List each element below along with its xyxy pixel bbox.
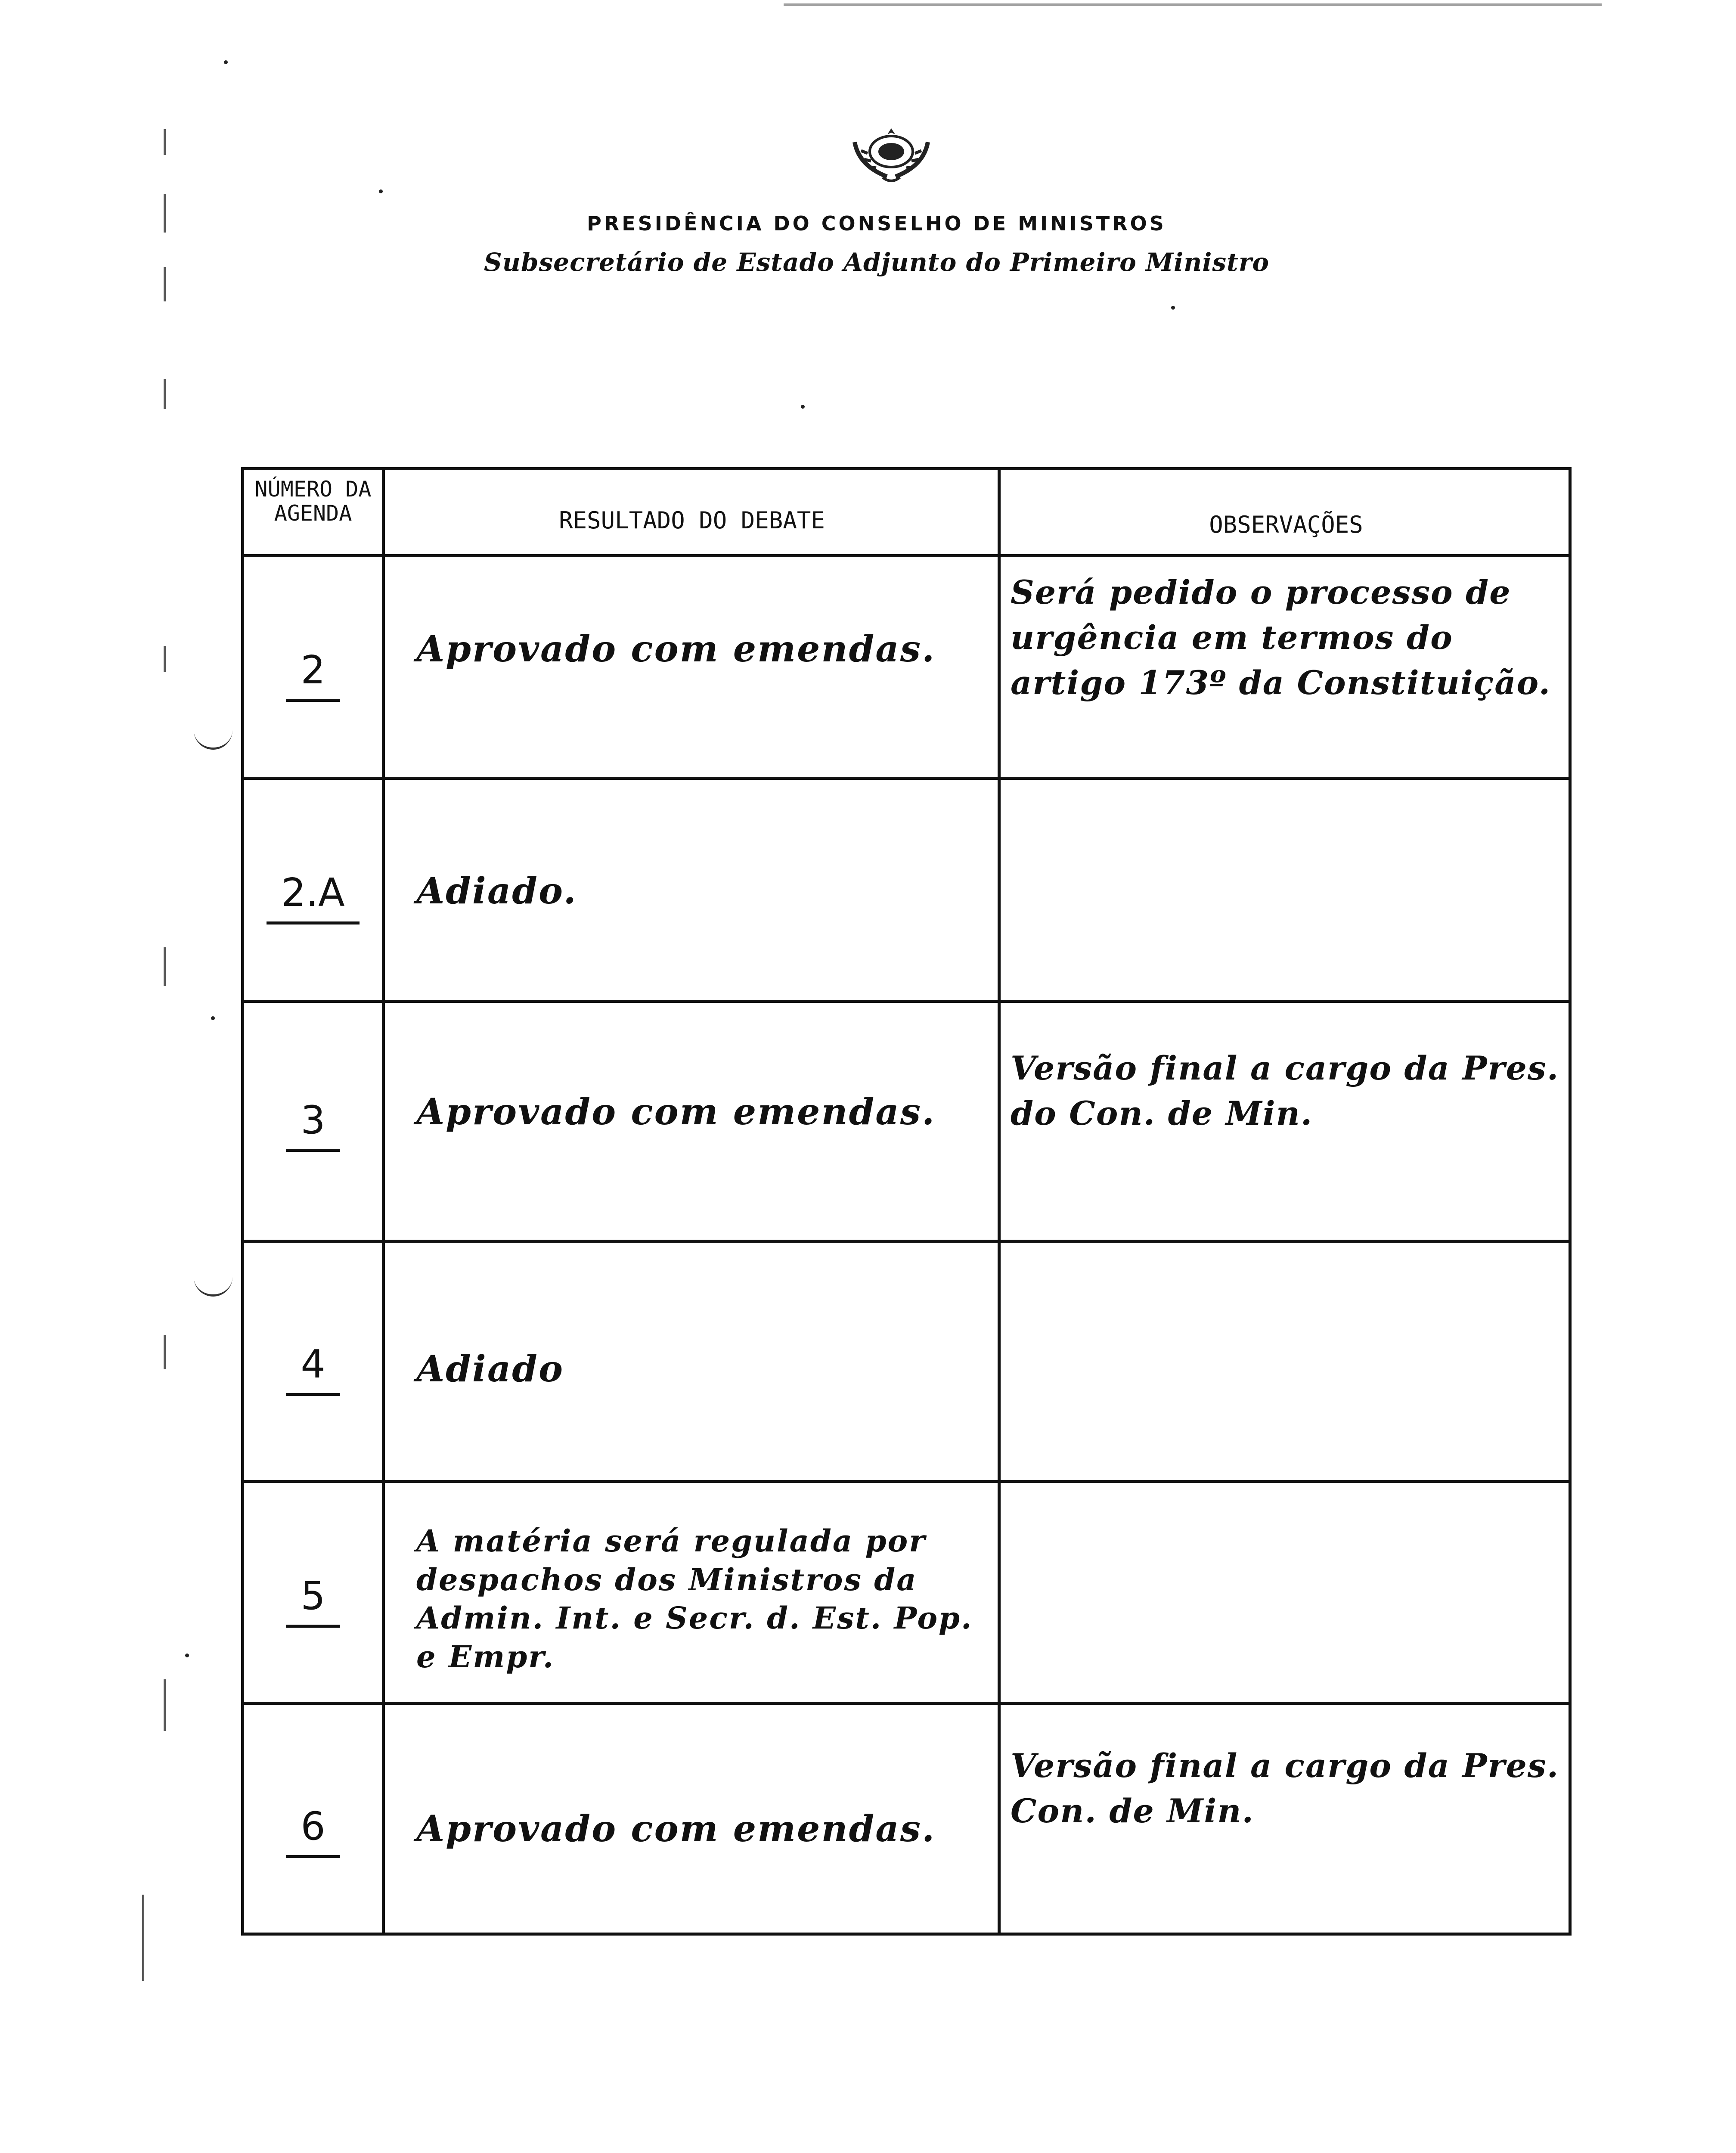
debate-result: Aprovado com emendas. (416, 1090, 936, 1133)
table-row (244, 1705, 1569, 1933)
scan-margin-mark (164, 129, 166, 155)
institution-heading: PRESIDÊNCIA DO CONSELHO DE MINISTROS (587, 212, 1166, 235)
row-divider (244, 1480, 1569, 1483)
scan-margin-mark (164, 947, 166, 986)
agenda-number: 2.A (255, 870, 371, 924)
scan-dot (1171, 306, 1175, 310)
observation: Será pedido o processo de urgência em termos do artigo 173º da Constituição. (1011, 573, 1551, 702)
row-divider (244, 554, 1569, 557)
agenda-number: 3 (255, 1098, 371, 1152)
scan-dot (211, 1016, 215, 1020)
row-divider (244, 1702, 1569, 1705)
scan-dot (185, 1654, 189, 1657)
scan-dot (224, 60, 228, 64)
debate-result: A matéria será regulada por despachos dos Ministros da Admin. Int. e Secr. d. Est. Pop. e Empr. (416, 1523, 973, 1675)
observation: Versão final a cargo da Pres. Con. de Min. (1011, 1747, 1559, 1830)
scan-margin-mark (164, 1335, 166, 1369)
scan-margin-mark (164, 1679, 166, 1731)
scan-margin-mark (164, 646, 166, 672)
row-divider (244, 1240, 1569, 1243)
column-header-resultado: RESULTADO DO DEBATE (559, 507, 825, 534)
column-header-observacoes: OBSERVAÇÕES (1209, 511, 1363, 538)
agenda-number: 4 (255, 1342, 371, 1396)
agenda-number: 2 (255, 648, 371, 702)
emblem-icon (842, 125, 941, 185)
scan-dot (801, 405, 805, 409)
table-row (244, 780, 1569, 1000)
scan-margin-mark (164, 379, 166, 409)
table-row (244, 1003, 1569, 1240)
table-row (244, 557, 1569, 777)
column-header-numero: NÚMERO DA AGENDA (254, 477, 372, 526)
debate-result: Aprovado com emendas. (416, 627, 936, 670)
agenda-number: 6 (255, 1804, 371, 1858)
scan-artifact-line (784, 3, 1602, 6)
scan-dot (379, 189, 383, 193)
table-row (244, 1243, 1569, 1480)
row-divider (244, 1000, 1569, 1003)
scan-margin-mark (142, 1895, 144, 1981)
agenda-table (241, 467, 1572, 1936)
agenda-number: 5 (255, 1573, 371, 1628)
debate-result: Aprovado com emendas. (416, 1807, 936, 1850)
office-subheading: Subsecretário de Estado Adjunto do Primeiro Ministro (484, 248, 1270, 277)
debate-result: Adiado (416, 1347, 564, 1390)
table-row (244, 1483, 1569, 1702)
scan-bracket-mark (194, 728, 232, 750)
debate-result: Adiado. (416, 869, 577, 912)
scan-bracket-mark (194, 1275, 232, 1297)
row-divider (244, 777, 1569, 780)
observation: Versão final a cargo da Pres. do Con. de Min. (1011, 1049, 1559, 1132)
